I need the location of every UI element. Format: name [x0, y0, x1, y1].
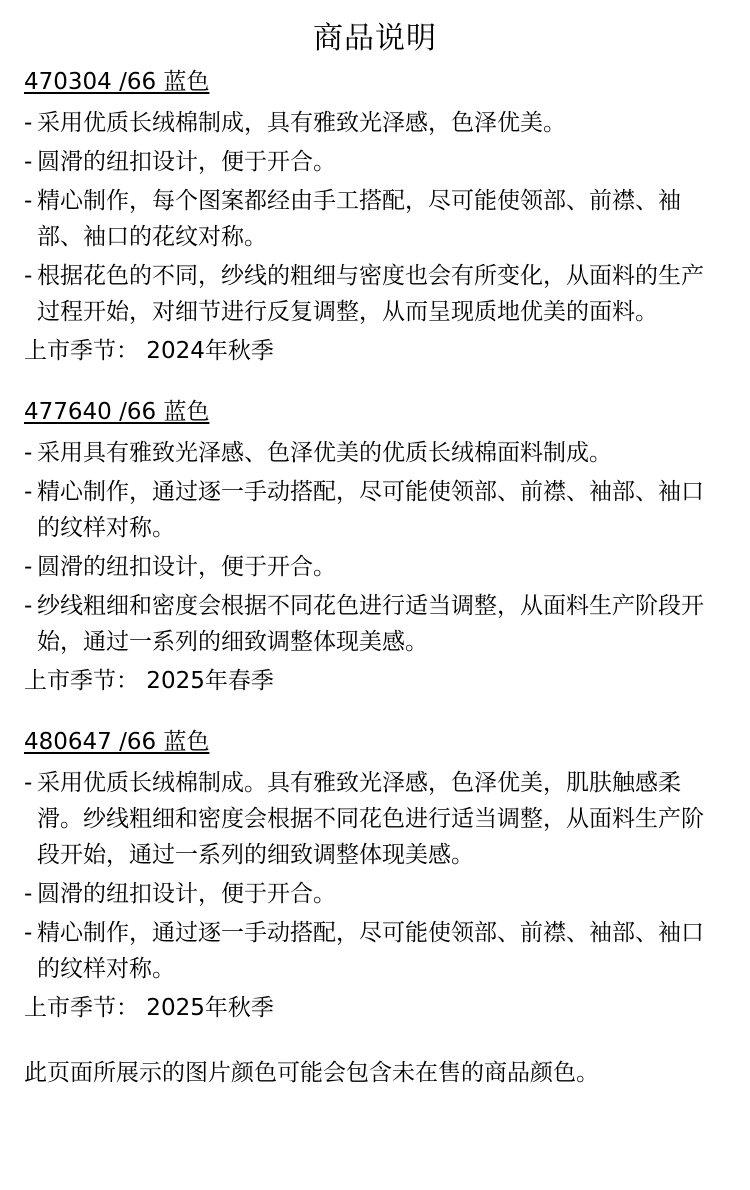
release-season: 上市季节： 2024年秋季	[24, 338, 274, 364]
bullet-dash: -	[24, 593, 33, 619]
product-code-color: 477640 /66 蓝色	[24, 399, 210, 425]
bullet-dash: -	[24, 188, 33, 214]
feature-text: 精心制作，通过逐一手动搭配，尽可能使领部、前襟、袖部、袖口的纹样对称。	[37, 920, 704, 982]
feature-bullet	[24, 765, 726, 873]
feature-bullet	[24, 105, 726, 141]
bullet-dash: -	[24, 149, 33, 175]
feature-text: 根据花色的不同，纱线的粗细与密度也会有所变化，从面料的生产过程开始，对细节进行反复调整，从而呈现质地优美的面料。	[37, 263, 704, 325]
feature-bullet	[24, 588, 726, 660]
feature-bullet	[24, 474, 726, 546]
feature-bullet	[24, 876, 726, 912]
bullet-dash: -	[24, 554, 33, 580]
feature-bullet	[24, 183, 726, 255]
feature-text: 精心制作，每个图案都经由手工搭配，尽可能使领部、前襟、袖部、袖口的花纹对称。	[37, 188, 681, 250]
product-code-color: 480647 /66 蓝色	[24, 729, 210, 755]
feature-text: 圆滑的纽扣设计，便于开合。	[37, 881, 336, 907]
release-season: 上市季节： 2025年春季	[24, 668, 274, 694]
bullet-dash: -	[24, 263, 33, 289]
color-disclaimer: 此页面所展示的图片颜色可能会包含未在售的商品颜色。	[24, 1060, 599, 1086]
feature-text: 精心制作，通过逐一手动搭配，尽可能使领部、前襟、袖部、袖口的纹样对称。	[37, 479, 704, 541]
bullet-dash: -	[24, 110, 33, 136]
product-code-color: 470304 /66 蓝色	[24, 69, 210, 95]
bullet-dash: -	[24, 920, 33, 946]
release-season: 上市季节： 2025年秋季	[24, 995, 274, 1021]
feature-text: 圆滑的纽扣设计，便于开合。	[37, 149, 336, 175]
bullet-dash: -	[24, 881, 33, 907]
feature-bullet	[24, 549, 726, 585]
feature-text: 纱线粗细和密度会根据不同花色进行适当调整，从面料生产阶段开始，通过一系列的细致调整体现美感。	[37, 593, 704, 655]
feature-bullet	[24, 435, 726, 471]
feature-bullet	[24, 258, 726, 330]
feature-bullet	[24, 144, 726, 180]
bullet-dash: -	[24, 770, 33, 796]
product-section	[24, 68, 726, 369]
feature-text: 采用优质长绒棉制成，具有雅致光泽感，色泽优美。	[37, 110, 566, 136]
page-title: 商品说明	[313, 21, 437, 56]
feature-text: 采用具有雅致光泽感、色泽优美的优质长绒棉面料制成。	[37, 440, 612, 466]
bullet-dash: -	[24, 479, 33, 505]
feature-bullet	[24, 915, 726, 987]
product-section	[24, 398, 726, 699]
feature-text: 圆滑的纽扣设计，便于开合。	[37, 554, 336, 580]
feature-text: 采用优质长绒棉制成。具有雅致光泽感，色泽优美，肌肤触感柔滑。纱线粗细和密度会根据不同花色进行适当调整，从面料生产阶段开始，通过一系列的细致调整体现美感。	[37, 770, 704, 868]
product-section	[24, 728, 726, 1026]
bullet-dash: -	[24, 440, 33, 466]
